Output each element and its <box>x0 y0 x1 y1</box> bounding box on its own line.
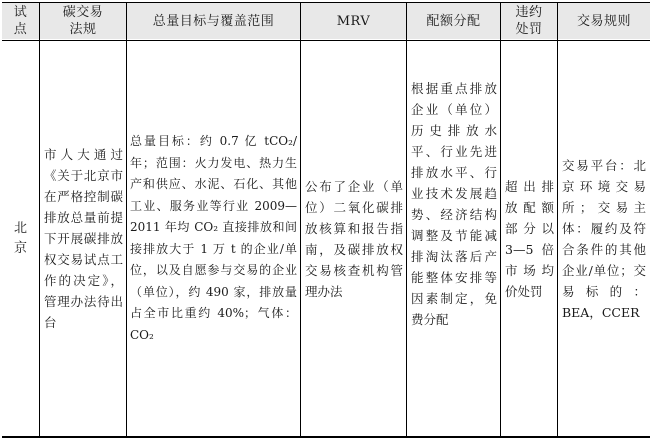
column-divider <box>39 2 40 438</box>
cell-region-line1: 北 <box>13 220 27 236</box>
cell-penalty <box>505 41 554 436</box>
header-penalty-line1: 违约 <box>515 5 543 20</box>
column-divider <box>406 2 407 438</box>
header-region-line1: 试 <box>13 5 28 20</box>
header-target <box>127 3 300 39</box>
header-allocation <box>407 3 500 39</box>
cell-law <box>44 41 123 436</box>
cell-rules <box>562 41 646 436</box>
column-divider <box>126 2 127 438</box>
cell-law-text: 市人大通过《关于北京市在严格控制碳排放总量前提下开展碳排放权交易试点工作的决定》，管理办法待出台 <box>44 147 123 330</box>
column-divider <box>300 2 301 438</box>
header-law-line1: 碳交易 <box>62 5 104 20</box>
cell-target-text: 总量目标：约 0.7 亿 tCO₂/年；范围：火力发电、热力生产和供应、水泥、石化、其他工业、服务业等行业 2009—2011 年均 CO₂ 直接排放和间接排放大于 1 万 t 的企业/单位，以及自愿参与交易的企业（单位），约 490 家，排放量占全市比重约 40%；气体：CO₂ <box>130 134 297 342</box>
header-region-line2: 点 <box>13 22 28 37</box>
cell-allocation-text: 根据重点排放企业（单位）历史排放水平、行业先进排放水平、行业技术发展趋势、经济结构调整及节能减排淘汰落后产能整体安排等因素制定，免费分配 <box>411 81 497 327</box>
carbon-trading-table <box>2 2 650 438</box>
cell-penalty-text: 超出排放配额部分以 3—5 倍市场均价处罚 <box>505 178 554 299</box>
cell-allocation <box>411 78 497 330</box>
header-region <box>2 3 39 39</box>
table-bottom-rule <box>2 436 650 438</box>
column-divider <box>557 2 558 438</box>
header-rules-label: 交易规则 <box>576 13 631 29</box>
cell-region <box>2 41 39 436</box>
header-penalty <box>501 3 557 39</box>
cell-mrv <box>305 41 403 436</box>
cell-rules-text: 交易平台：北京环境交易所；交易主体：履约及符合条件的其他企业/单位；交易标的：BEA，CCER <box>562 157 646 320</box>
header-rules <box>558 3 650 39</box>
cell-mrv-text: 公布了企业（单位）二氧化碳排放核算和报告指南，及碳排放权交易核查机构管理办法 <box>305 178 403 299</box>
header-mrv-label: MRV <box>336 13 371 29</box>
header-law-line2: 法规 <box>69 22 97 37</box>
cell-region-line2: 京 <box>13 240 27 256</box>
header-target-label: 总量目标与覆盖范围 <box>152 13 275 29</box>
header-law <box>40 3 126 39</box>
cell-target <box>130 41 297 436</box>
header-penalty-line2: 处罚 <box>515 22 543 37</box>
header-mrv <box>301 3 406 39</box>
header-allocation-label: 配额分配 <box>426 13 481 29</box>
column-divider <box>500 2 501 438</box>
